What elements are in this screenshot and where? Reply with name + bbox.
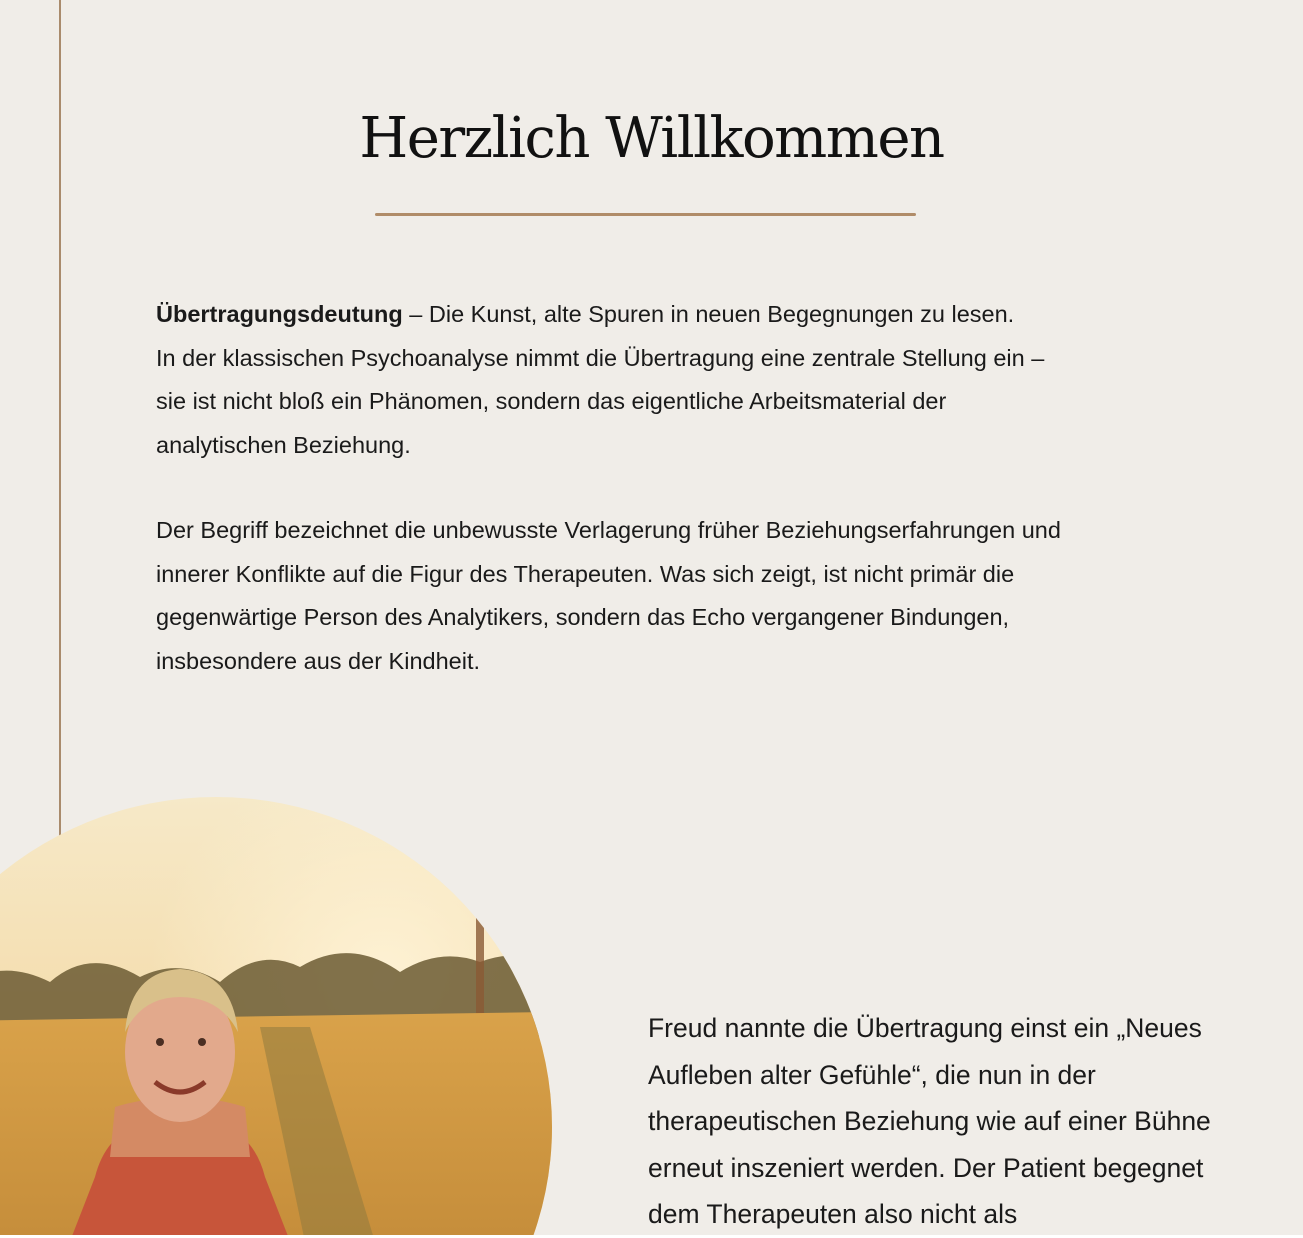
quote-line: erneut inszeniert werden. Der Patient begegnet xyxy=(648,1152,1204,1183)
definition-line: insbesondere aus der Kindheit. xyxy=(156,647,480,674)
definition-line: Der Begriff bezeichnet die unbewusste Verlagerung früher Beziehungserfahrungen und xyxy=(156,517,1061,543)
page-title: Herzlich Willkommen xyxy=(359,106,944,171)
definition-line: gegenwärtige Person des Analytikers, sondern das Echo vergangener Bindungen, xyxy=(156,604,1010,630)
intro-line: In der klassischen Psychoanalyse nimmt die Übertragung eine zentrale Stellung ein – xyxy=(156,344,1045,371)
intro-line: sie ist nicht bloß ein Phänomen, sondern das eigentliche Arbeitsmaterial der xyxy=(156,388,947,414)
intro-lead-term: Übertragungsdeutung xyxy=(156,301,403,327)
intro-lead-rest: – Die Kunst, alte Spuren in neuen Begegnungen zu lesen. xyxy=(402,301,1015,327)
freud-quote-paragraph xyxy=(648,1005,1268,1238)
quote-line: dem Therapeuten also nicht als xyxy=(648,1199,1018,1229)
title-underline xyxy=(375,213,916,216)
quote-line: Aufleben alter Gefühle“, die nun in der xyxy=(648,1059,1096,1090)
portrait-photo xyxy=(0,797,552,1238)
intro-paragraph xyxy=(156,293,1156,467)
quote-line: Freud nannte die Übertragung einst ein „Neues xyxy=(648,1013,1202,1043)
definition-line: innerer Konflikte auf die Figur des Therapeuten. Was sich zeigt, ist nicht primär die xyxy=(156,560,1015,587)
intro-line: analytischen Beziehung. xyxy=(156,431,411,458)
quote-line: therapeutischen Beziehung wie auf einer Bühne xyxy=(648,1106,1211,1136)
definition-paragraph xyxy=(156,509,1166,683)
